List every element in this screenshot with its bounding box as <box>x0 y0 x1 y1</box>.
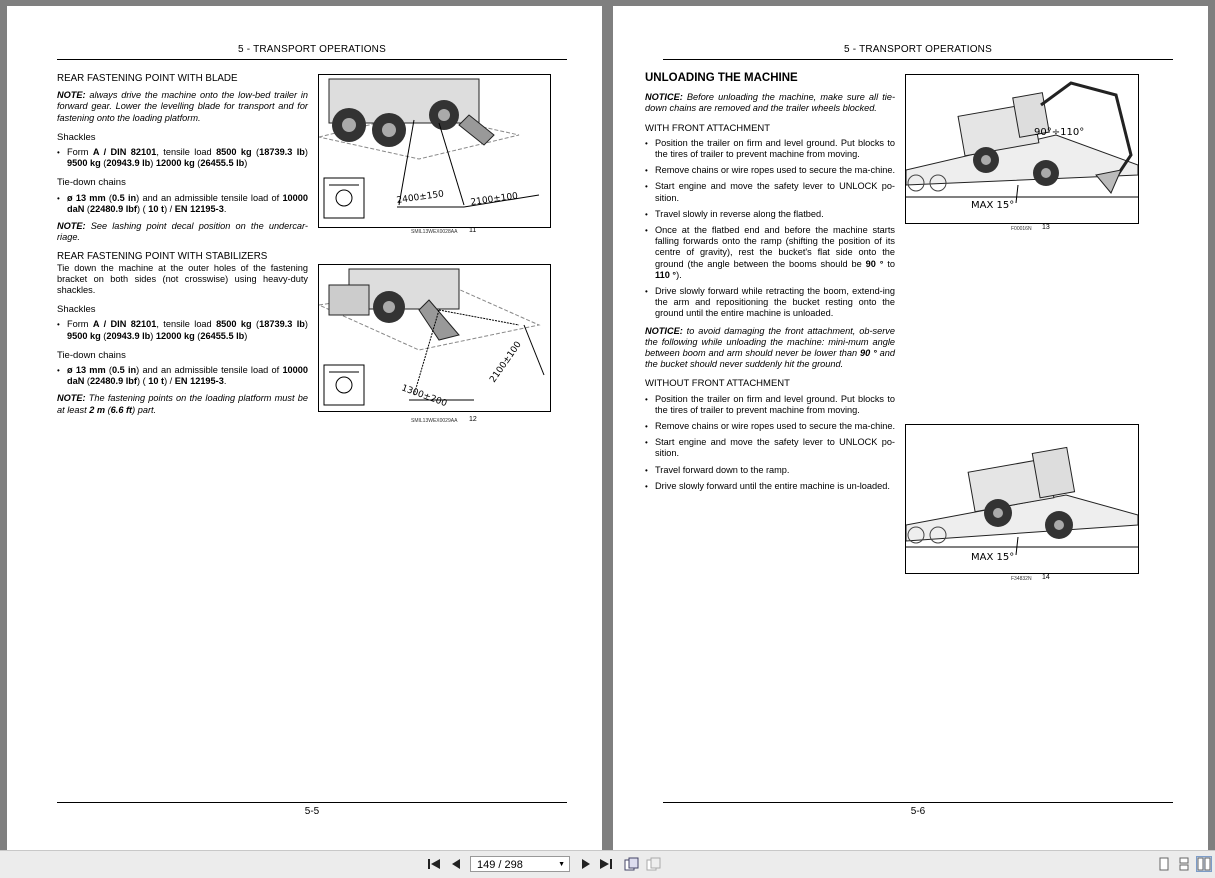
list-item: • ø 13 mm (0.5 in) and an admissible tensile load of 10000 daN (22480.9 lbf) ( 10 t) / EN 12195-3. <box>57 365 308 387</box>
list-item: • ø 13 mm (0.5 in) and an admissible tensile load of 10000 daN (22480.9 lbf) ( 10 t) / EN 12195-3. <box>57 193 308 215</box>
left-text-column <box>57 73 308 422</box>
two-page-icon[interactable] <box>1196 856 1212 872</box>
header-rule <box>663 59 1173 60</box>
without-front-list <box>645 394 895 492</box>
excavator-stabilizer-illustration <box>319 265 550 411</box>
boom-angle-label: 90°÷110° <box>1034 127 1085 138</box>
list-item: • Form A / DIN 82101, tensile load 8500 kg (18739.3 lb) 9500 kg (20943.9 lb) 12000 kg (26455.5 lb) <box>57 147 308 169</box>
chevron-down-icon: ▼ <box>558 861 565 868</box>
footer-rule <box>57 802 567 803</box>
prev-page-icon[interactable] <box>448 856 464 872</box>
figure-code: F00016N <box>1011 226 1032 232</box>
figure-14-unloading-without-attachment <box>905 424 1139 574</box>
section-heading: REAR FASTENING POINT WITH STABILIZERS <box>57 251 268 263</box>
list-item: • Start engine and move the safety lever to UNLOCK po-sition. <box>645 181 895 203</box>
dimension-label: 2400±150 <box>396 189 445 206</box>
page-indicator-select[interactable] <box>470 856 570 872</box>
dimension-label: 1300±200 <box>399 383 449 410</box>
list-item: • Drive slowly forward while retracting the boom, extend-ing the arm and repositioning the bucket resting onto the ground until the entire machine is unloaded. <box>645 286 895 320</box>
section-title: UNLOADING THE MACHINE <box>645 72 798 84</box>
notice-paragraph: NOTICE: to avoid damaging the front attachment, ob-serve the following while unloading the machine: mini-mum angle between boom and arm should never be lower than 90 ° and the bucket should never suddenly hit the ground. <box>645 325 895 370</box>
list-item: • Position the trailer on firm and level ground. Put blocks to the tires of trailer to prevent machine from moving. <box>645 138 895 160</box>
without-front-label: WITHOUT FRONT ATTACHMENT <box>645 378 790 390</box>
notice-paragraph: NOTICE: Before unloading the machine, make sure all tie-down chains are removed and the trailer wheels blocked. <box>645 92 895 114</box>
figure-code: SMIL13WEX0029AA <box>411 418 458 424</box>
with-front-label: WITH FRONT ATTACHMENT <box>645 122 771 134</box>
continuous-page-icon[interactable] <box>1176 856 1192 872</box>
shackles-list <box>57 147 308 169</box>
list-item: • Travel forward down to the ramp. <box>645 465 895 476</box>
list-item: • Remove chains or wire ropes used to secure the ma-chine. <box>645 165 895 176</box>
note-paragraph: NOTE: See lashing point decal position on the undercar-riage. <box>57 221 308 243</box>
page-header: 5 - TRANSPORT OPERATIONS <box>844 44 992 55</box>
lashing-decal-icon <box>324 178 364 218</box>
figure-number: 13 <box>1042 224 1050 231</box>
note-paragraph: NOTE: always drive the machine onto the low-bed trailer in forward gear. Lower the levelling blade for transport and for fastening onto the loading platform. <box>57 90 308 123</box>
figure-12-stabilizer-fastening <box>318 264 551 412</box>
excavator-unloading-illustration <box>906 75 1138 223</box>
figure-13-unloading-with-attachment <box>905 74 1139 224</box>
header-rule <box>57 59 567 60</box>
single-page-icon[interactable] <box>1156 856 1172 872</box>
page-5-5 <box>7 6 602 850</box>
first-page-icon[interactable] <box>426 856 442 872</box>
list-item: • Once at the flatbed end and before the machine starts falling forwards onto the ramp (shifting the position of its centre of gravity), rest the bucket's flat side onto the ground (the angle between the booms should be 90 ° to 110 °). <box>645 225 895 281</box>
section-heading: REAR FASTENING POINT WITH BLADE <box>57 73 238 84</box>
copy-icon[interactable] <box>624 856 640 872</box>
list-item: • Travel slowly in reverse along the flatbed. <box>645 209 895 220</box>
list-item: • Remove chains or wire ropes used to secure the ma-chine. <box>645 421 895 432</box>
page-5-6 <box>613 6 1208 850</box>
lashing-decal-icon <box>324 365 364 405</box>
figure-number: 11 <box>469 227 477 234</box>
list-item: • Drive slowly forward until the entire machine is un-loaded. <box>645 481 895 492</box>
next-page-icon[interactable] <box>578 856 594 872</box>
excavator-blade-illustration <box>319 75 550 227</box>
note-paragraph: NOTE: The fastening points on the loading platform must be at least 2 m (6.6 ft) part. <box>57 393 308 415</box>
page-number: 5-6 <box>910 806 926 817</box>
with-front-list <box>645 138 895 320</box>
last-page-icon[interactable] <box>598 856 614 872</box>
footer-rule <box>663 802 1173 803</box>
list-item: • Form A / DIN 82101, tensile load 8500 kg (18739.3 lb) 9500 kg (20943.9 lb) 12000 kg (26455.5 lb) <box>57 319 308 341</box>
figure-11-blade-fastening <box>318 74 551 228</box>
body-paragraph: Tie down the machine at the outer holes of the fastening bracket on both sides (not crosswise) using heavy-duty shackles. <box>57 262 308 296</box>
figure-code: F34832N <box>1011 576 1032 582</box>
excavator-no-attachment-illustration <box>906 425 1138 573</box>
shackles-list <box>57 319 308 341</box>
dimension-label: 2100±100 <box>488 339 524 385</box>
shackles-label: Shackles <box>57 131 96 143</box>
paste-icon[interactable] <box>646 856 662 872</box>
shackles-label: Shackles <box>57 304 96 316</box>
navigation-toolbar <box>0 850 1215 878</box>
page-header: 5 - TRANSPORT OPERATIONS <box>238 44 386 55</box>
chains-label: Tie-down chains <box>57 177 126 189</box>
figure-code: SMIL13WEX0028AA <box>411 229 458 235</box>
max-slope-label: MAX 15° <box>971 552 1015 563</box>
chains-list <box>57 193 308 215</box>
chains-list <box>57 365 308 387</box>
figure-number: 12 <box>469 416 477 423</box>
page-number: 5-5 <box>304 806 320 817</box>
list-item: • Position the trailer on firm and level ground. Put blocks to the tires of trailer to prevent machine from moving. <box>645 394 895 416</box>
list-item: • Start engine and move the safety lever to UNLOCK po-sition. <box>645 437 895 459</box>
max-slope-label: MAX 15° <box>971 200 1015 211</box>
chains-label: Tie-down chains <box>57 349 126 361</box>
page-indicator-text: 149 / 298 <box>477 859 523 871</box>
right-text-column <box>645 73 895 498</box>
dimension-label: 2100±100 <box>470 191 519 208</box>
figure-number: 14 <box>1042 574 1050 581</box>
